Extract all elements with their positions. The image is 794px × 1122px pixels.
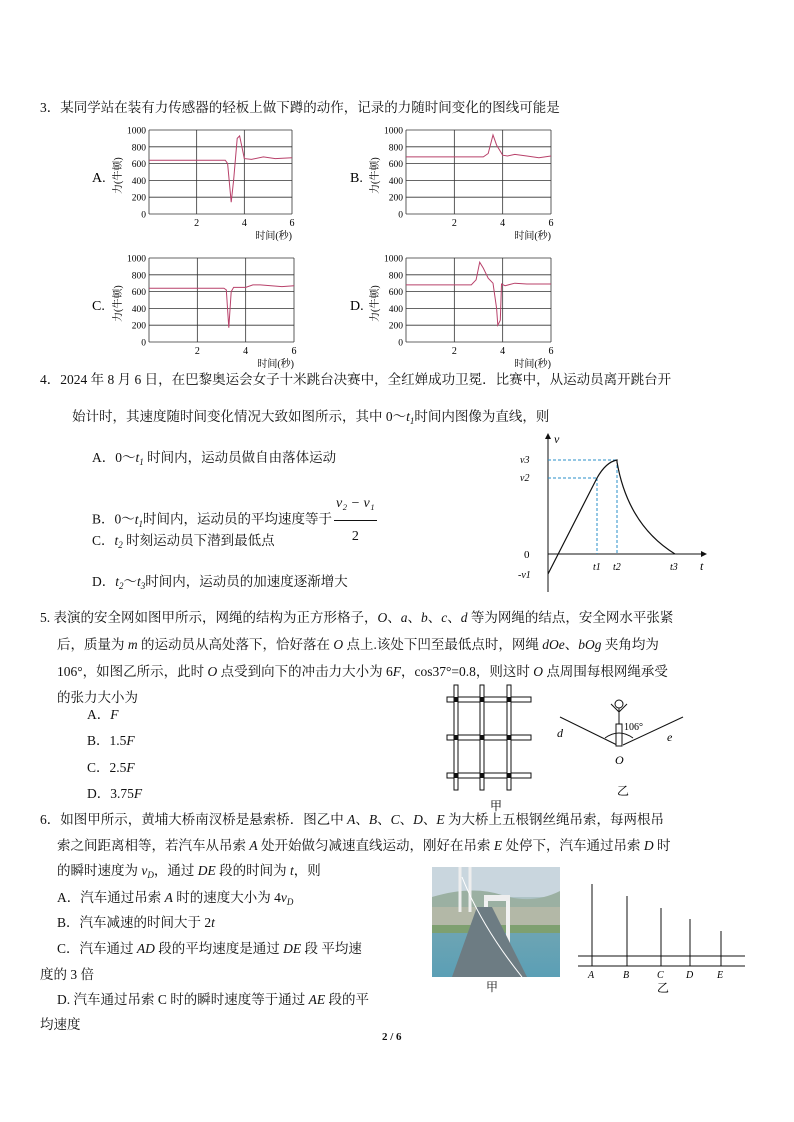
q6-stem-line-1 (40, 811, 664, 829)
math-symbol: $t_2$ (115, 574, 124, 591)
y-tick-label: 600 (388, 160, 403, 171)
velocity-curve (548, 460, 675, 574)
math-symbol: F (126, 760, 135, 775)
text-segment: 、 (399, 812, 414, 827)
math-symbol: t (290, 863, 294, 878)
label-b: B (623, 970, 630, 981)
math-symbol: $t_1$ (134, 511, 144, 529)
math-symbol: E (493, 838, 503, 853)
y-tick-label: 800 (388, 271, 403, 282)
math-symbol: $t_1$ (406, 409, 415, 426)
y-tick-label: 0 (398, 338, 403, 349)
x-tick-label: 2 (451, 346, 457, 357)
y-tick-label: 400 (131, 304, 146, 315)
math-symbol: A (249, 838, 258, 853)
q6-option-c (57, 940, 362, 958)
text-segment: 处开始做匀减速直线运动，刚好在吊索 (257, 838, 494, 853)
math-symbol: AD (136, 941, 155, 956)
q6-option-a (57, 889, 293, 911)
q4-option-c (92, 532, 275, 554)
x-tick-label: 6 (548, 346, 554, 357)
q6-option-d-cont (40, 1016, 81, 1034)
q4-stem-line-2 (72, 408, 549, 430)
text-segment: 、 (355, 812, 369, 827)
math-symbol: bOg (578, 637, 602, 652)
force-curve (149, 136, 292, 202)
math-symbol: m (127, 637, 138, 652)
text-segment: 索之间距离相等，若汽车从吊索 (57, 838, 250, 853)
safety-net-grid-figure (440, 685, 540, 813)
text-segment: 均速度 (40, 1017, 81, 1032)
t-axis-label: t (700, 559, 704, 573)
label-o: O (615, 753, 624, 767)
option-label: B. (350, 171, 363, 186)
math-symbol: $t_3$ (137, 574, 146, 591)
q5-option-b (87, 732, 135, 750)
text-segment: 5. 表演的安全网如图甲所示，网绳的结构为正方形格子， (40, 610, 378, 625)
text-segment: 4．2024 年 8 月 6 日，在巴黎奥运会女子十米跳台决赛中，全红婵成功卫冕．比赛中，从运动员离开跳台开 (40, 372, 672, 387)
y-tick-label: 400 (131, 176, 146, 187)
q6-option-d (57, 991, 369, 1009)
y-tick-label: 600 (131, 288, 146, 299)
text-segment: C．汽车通过 (57, 941, 137, 956)
x-axis-label: 时间(秒) (255, 231, 292, 242)
text-segment: 夹角均为 (601, 637, 659, 652)
math-symbol: d (460, 610, 468, 625)
q5-option-c (87, 759, 135, 777)
text-segment: ，则 (293, 863, 321, 878)
text-segment: 106°，如图乙所示，此时 (57, 664, 208, 679)
text-segment: 度的 3 倍 (40, 967, 94, 982)
math-symbol: A (164, 890, 173, 905)
math-symbol: DE (283, 941, 302, 956)
photo-caption: 甲 (486, 980, 499, 994)
label-c: C (657, 970, 664, 981)
math-symbol: t (211, 915, 215, 930)
y-tick-label: 1000 (127, 126, 146, 137)
text-segment: C． (92, 533, 115, 548)
v3-label: v3 (520, 455, 530, 466)
text-segment: 段的时间为 (215, 863, 290, 878)
text-segment: 、 (377, 812, 391, 827)
text-segment: 、 (407, 610, 421, 625)
text-segment: 的运动员从高处落下，恰好落在 (137, 637, 334, 652)
y-axis-label: 力(牛顿) (113, 157, 124, 194)
t2-label: t2 (613, 562, 621, 573)
math-symbol: F (392, 664, 402, 679)
text-segment: A．汽车通过吊索 (57, 890, 165, 905)
text-segment: 时刻运动员下潜到最低点 (122, 533, 275, 548)
text-segment: ，通过 (153, 863, 198, 878)
x-tick-label: 2 (194, 218, 200, 229)
math-symbol: F (110, 707, 119, 722)
y-tick-label: 1000 (127, 254, 146, 265)
page-number: 2 / 6 (382, 1031, 402, 1043)
text-segment: 、 (422, 812, 437, 827)
y-tick-label: 200 (388, 193, 403, 204)
text-segment: B．1.5 (87, 733, 127, 748)
fraction: $\frac{\text{v₂ − v₁}}{2}$ (334, 488, 377, 553)
math-symbol: DE (197, 863, 216, 878)
zero-label: 0 (524, 549, 530, 561)
math-symbol: $v_D$ (141, 863, 154, 880)
text-segment: A．0～ (92, 450, 136, 465)
label-a: A (588, 970, 595, 981)
text-segment: 的张力大小为 (57, 690, 138, 705)
text-segment: D．3.75 (87, 786, 134, 801)
y-tick-label: 400 (388, 176, 403, 187)
math-symbol: F (133, 786, 143, 801)
x-tick-label: 6 (289, 218, 295, 229)
x-tick-label: 4 (500, 218, 506, 229)
text-segment: ，cos37°=0.8，则这时 (401, 664, 534, 679)
text-segment: 时间内图像为直线，则 (414, 409, 550, 424)
q4-option-d (92, 573, 348, 595)
math-symbol: AE (308, 992, 326, 1007)
force-time-chart-a (92, 126, 302, 244)
q4-stem-line-1 (40, 371, 671, 389)
y-tick-label: 800 (131, 143, 146, 154)
text-segment: 为大桥上五根钢丝绳吊索，每两根吊 (444, 812, 665, 827)
option-label: C. (92, 299, 105, 314)
q5-stem-line-1 (40, 609, 673, 627)
math-symbol: O (207, 664, 218, 679)
math-symbol: F (126, 733, 135, 748)
text-segment: ～ (123, 574, 138, 589)
text-segment: 段 平均速 (301, 941, 362, 956)
text-segment: 等为网绳的结点，安全网水平张紧 (467, 610, 674, 625)
athlete-body (616, 724, 622, 746)
label-d: D (686, 970, 694, 981)
x-tick-label: 2 (451, 218, 457, 229)
x-axis-label: 时间(秒) (257, 359, 294, 370)
y-axis-label: 力(牛顿) (370, 157, 381, 194)
text-segment: 点上.该处下凹至最低点时，网绳 (343, 637, 543, 652)
math-symbol: $t_1$ (135, 450, 144, 467)
y-tick-label: 200 (388, 321, 403, 332)
math-symbol: D (643, 838, 654, 853)
q5-stem-line-3 (57, 663, 668, 681)
math-symbol: c (441, 610, 448, 625)
text-segment: 3．某同学站在装有力传感器的轻板上做下蹲的动作，记录的力随时间变化的图线可能是 (40, 100, 560, 115)
text-segment: 段的平均速度是通过 (154, 941, 284, 956)
x-axis-label: 时间(秒) (514, 359, 551, 370)
text-segment: 、 (427, 610, 442, 625)
y-tick-label: 200 (131, 321, 146, 332)
y-axis-label: 力(牛顿) (113, 285, 124, 322)
bridge-photo (432, 867, 560, 977)
q3-stem (40, 99, 560, 117)
text-segment: C．2.5 (87, 760, 127, 775)
math-symbol: E (436, 812, 445, 827)
y-tick-label: 600 (131, 160, 146, 171)
math-symbol: $t_2$ (114, 533, 123, 550)
q5-option-d (87, 785, 142, 803)
q5-option-a (87, 706, 119, 724)
text-segment: D． (92, 574, 116, 589)
text-segment: 时间内，运动员做自由落体运动 (143, 450, 337, 465)
force-time-chart-d (350, 254, 561, 372)
option-label: A. (92, 171, 106, 186)
text-segment: 处停下，汽车通过吊索 (502, 838, 644, 853)
y-tick-label: 800 (388, 143, 403, 154)
force-time-chart-b (350, 126, 561, 244)
text-segment: 段的平 (325, 992, 370, 1007)
q4-option-a (92, 449, 336, 471)
y-axis-label: 力(牛顿) (370, 285, 381, 322)
v2-label: v2 (520, 473, 530, 484)
math-symbol: b (421, 610, 428, 625)
text-segment: 、 (447, 610, 461, 625)
math-symbol: C (390, 812, 400, 827)
label-d: d (557, 726, 563, 740)
text-segment: 后，质量为 (57, 637, 128, 652)
label-e: e (667, 730, 673, 744)
y-tick-label: 800 (131, 271, 146, 282)
x-tick-label: 4 (243, 346, 249, 357)
y-tick-label: 0 (141, 338, 146, 349)
x-tick-label: 4 (241, 218, 247, 229)
t1-label: t1 (593, 562, 601, 573)
q5-stem-line-2 (57, 636, 659, 654)
q6-stem-line-2 (57, 837, 671, 855)
t3-label: t3 (670, 562, 678, 573)
text-segment: 时间内，运动员的平均速度等于 (143, 511, 333, 527)
math-symbol: O (333, 637, 344, 652)
y-tick-label: 400 (388, 304, 403, 315)
math-symbol: O (533, 664, 544, 679)
force-curve (406, 262, 551, 325)
label-e: E (717, 970, 724, 981)
text-segment: B．0～ (92, 511, 135, 527)
y-tick-label: 0 (141, 210, 146, 221)
athlete-head (615, 700, 623, 708)
neg-v1-label: -v1 (518, 570, 531, 581)
angle-label: 106° (624, 722, 643, 733)
q6-option-b (57, 914, 215, 932)
x-tick-label: 2 (194, 346, 200, 357)
net-angle-figure (555, 690, 705, 800)
y-tick-label: 1000 (384, 126, 403, 137)
math-symbol: A (347, 812, 356, 827)
q6-stem-line-3 (57, 862, 321, 884)
text-segment: A． (87, 707, 111, 722)
y-tick-label: 200 (131, 193, 146, 204)
x-tick-label: 6 (548, 218, 554, 229)
math-symbol: a (400, 610, 408, 625)
math-symbol: dOe (542, 637, 565, 652)
suspension-cables-figure (575, 880, 750, 995)
text-segment: 时的速度大小为 4 (172, 890, 281, 905)
y-tick-label: 0 (398, 210, 403, 221)
math-symbol: B (368, 812, 378, 827)
text-segment: D. 汽车通过吊索 C 时的瞬时速度等于通过 (57, 992, 309, 1007)
x-tick-label: 4 (500, 346, 506, 357)
math-symbol: D (413, 812, 423, 827)
x-tick-label: 6 (291, 346, 297, 357)
option-label: D. (350, 299, 364, 314)
q6-option-c-cont (40, 966, 94, 984)
text-segment: 6．如图甲所示，黄埔大桥南汊桥是悬索桥．图乙中 (40, 812, 348, 827)
text-segment: 的瞬时速度为 (57, 863, 142, 878)
math-symbol: $v_D$ (280, 890, 294, 907)
text-segment: 点周围每根网绳承受 (543, 664, 668, 679)
fig-yi-caption: 乙 (657, 981, 670, 995)
y-tick-label: 1000 (384, 254, 403, 265)
text-segment: 时 (653, 838, 671, 853)
text-segment: 点受到向下的冲击力大小为 6 (217, 664, 393, 679)
text-segment: 、 (387, 610, 401, 625)
y-tick-label: 600 (388, 288, 403, 299)
fig-yi-caption: 乙 (617, 784, 630, 798)
text-segment: 时间内，运动员的加速度逐渐增大 (145, 574, 348, 589)
velocity-time-graph (510, 430, 710, 595)
force-time-chart-c (92, 254, 304, 372)
x-axis-label: 时间(秒) (514, 231, 551, 242)
q5-stem-line-4 (57, 689, 138, 707)
math-symbol: O (377, 610, 388, 625)
text-segment: 始计时，其速度随时间变化情况大致如图所示，其中 0～ (72, 409, 407, 424)
force-curve (406, 135, 551, 158)
text-segment: 、 (564, 637, 579, 652)
fig-jia-caption: 甲 (490, 799, 503, 813)
text-segment: B．汽车减速的时间大于 2 (57, 915, 212, 930)
v-axis-label: v (554, 432, 560, 446)
